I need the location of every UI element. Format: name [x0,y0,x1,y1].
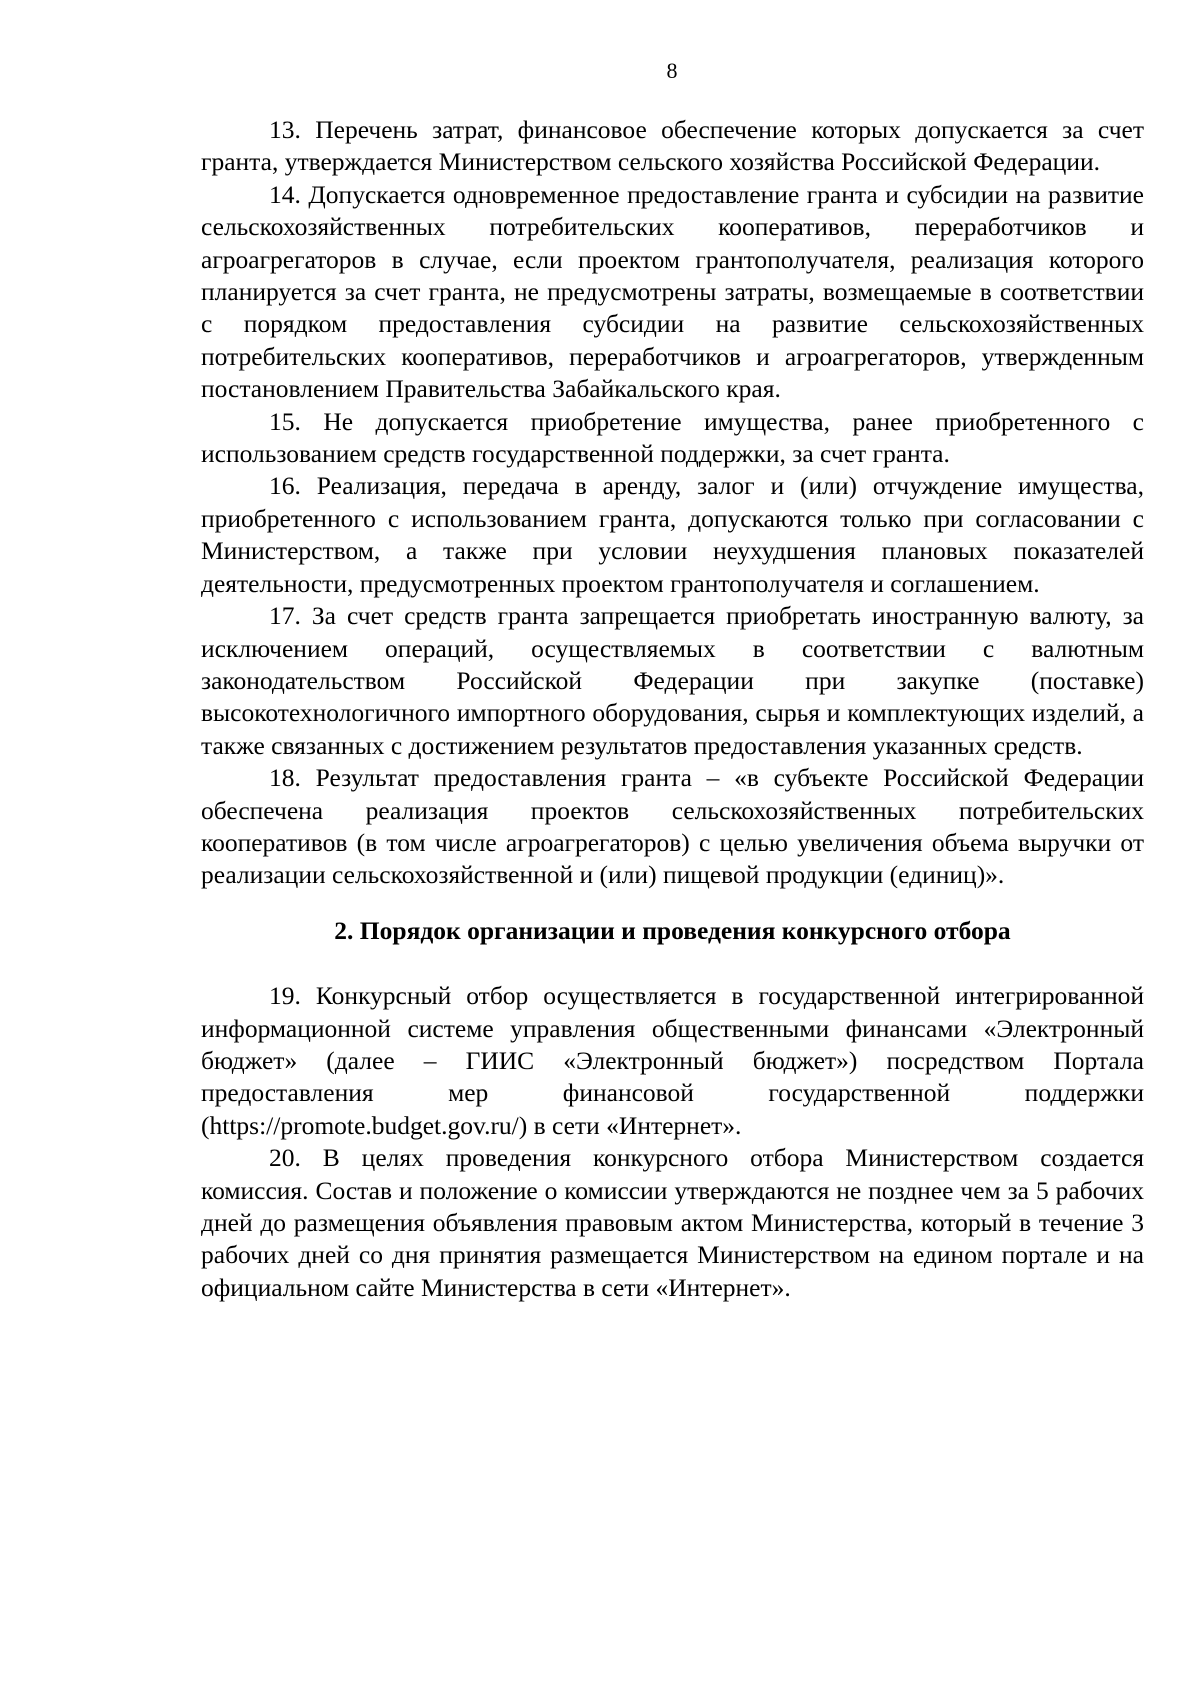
paragraph-17: 17. За счет средств гранта запрещается приобретать иностранную валюту, за исключением операций, осуществляемых в соответствии с валютным законодательством Российской Федерации при закупке (поставке) высокотехнологичного импортного оборудования, сырья и комплектующих изделий, а также связанных с достижением результатов предоставления указанных средств. [201,601,1144,760]
paragraph-20: 20. В целях проведения конкурсного отбора Министерством создается комиссия. Состав и положение о комиссии утверждаются не позднее чем за 5 рабочих дней до размещения объявления правовым актом Министерства, который в течение 3 рабочих дней со дня принятия размещается Министерством на едином портале и на официальном сайте Министерства в сети «Интернет». [201,1143,1144,1302]
section-heading: 2. Порядок организации и проведения конкурсного отбора [334,915,1011,945]
paragraph-15: 15. Не допускается приобретение имущества, ранее приобретенного с использованием средств государственной поддержки, за счет гранта. [201,406,1144,469]
document-body [201,114,1144,1304]
paragraph-18: 18. Результат предоставления гранта – «в субъекте Российской Федерации обеспечена реализация проектов сельскохозяйственных потребительских кооперативов (в том числе агроагрегаторов) с целью увеличения объема выручки от реализации сельскохозяйственной и (или) пищевой продукции (единиц)». [201,763,1144,890]
paragraph-19: 19. Конкурсный отбор осуществляется в государственной интегрированной информационной системе управления общественными финансами «Электронный бюджет» (далее – ГИИС «Электронный бюджет») посредством Портала предоставления мер финансовой государственной поддержки (https://promote.budget.gov.ru/) в сети «Интернет». [201,981,1144,1140]
paragraph-16: 16. Реализация, передача в аренду, залог и (или) отчуждение имущества, приобретенного с использованием гранта, допускаются только при согласовании с Министерством, а также при условии неухудшения плановых показателей деятельности, предусмотренных проектом грантополучателя и соглашением. [201,471,1144,598]
page-number: 8 [666,58,678,83]
paragraph-13: 13. Перечень затрат, финансовое обеспечение которых допускается за счет гранта, утверждается Министерством сельского хозяйства Российской Федерации. [201,115,1144,177]
paragraph-14: 14. Допускается одновременное предоставление гранта и субсидии на развитие сельскохозяйственных потребительских кооперативов, переработчиков и агроагрегаторов в случае, если проектом грантополучателя, реализация которого планируется за счет гранта, не предусмотрены затраты, возмещаемые в соответствии с порядком предоставления субсидии на развитие сельскохозяйственных потребительских кооперативов, переработчиков и агроагрегаторов, утвержденным постановлением Правительства Забайкальского края. [201,179,1144,404]
